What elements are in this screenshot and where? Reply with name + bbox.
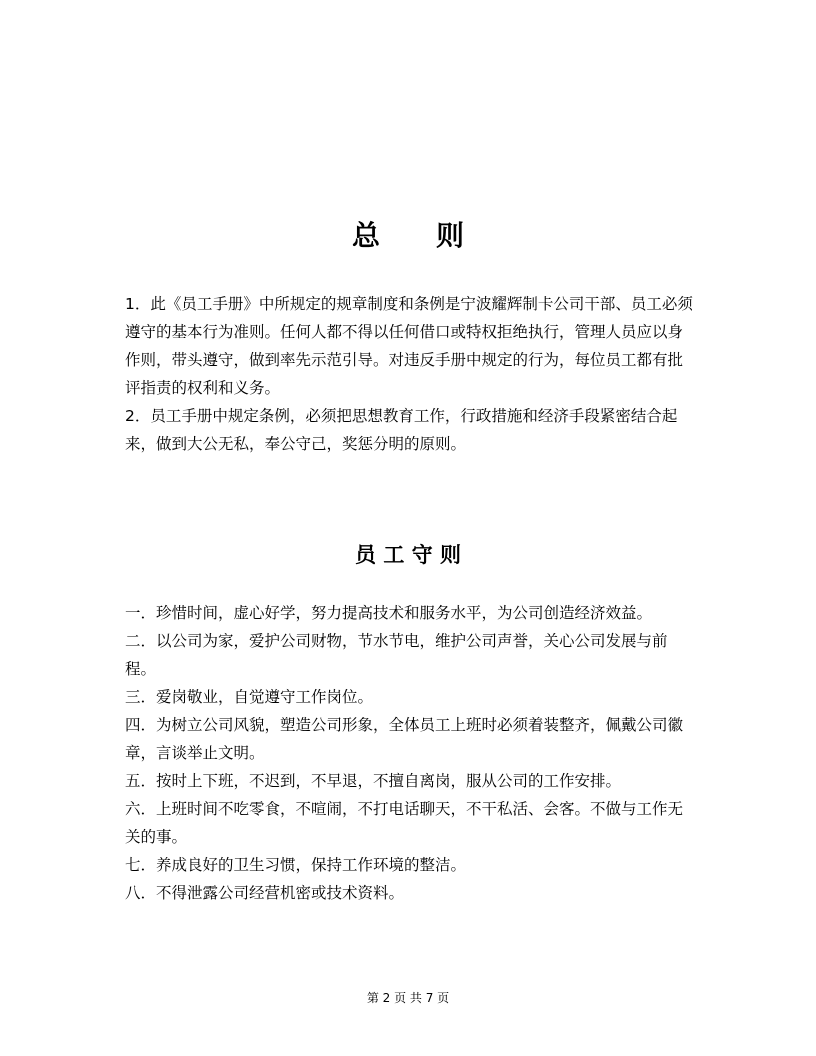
rule-item-1: 一．珍惜时间，虚心好学，努力提高技术和服务水平，为公司创造经济效益。 bbox=[125, 604, 653, 622]
section-title-employee-rules: 员 工 守 则 bbox=[355, 543, 461, 567]
general-paragraph-2: 2．员工手册中规定条例，必须把思想教育工作，行政措施和经济手段紧密结合起来，做到大公无私，奉公守己，奖惩分明的原则。 bbox=[125, 407, 678, 453]
rule-item-6: 六．上班时间不吃零食，不喧闹，不打电话聊天，不干私活、会客。不做与工作无关的事。 bbox=[125, 800, 684, 846]
general-paragraph-1: 1．此《员工手册》中所规定的规章制度和条例是宁波耀辉制卡公司干部、员工必须遵守的基本行为准则。任何人都不得以任何借口或特权拒绝执行，管理人员应以身作则，带头遵守，做到率先示范引导。对违反手册中规定的行为，每位员工都有批评指责的权利和义务。 bbox=[125, 295, 693, 397]
rule-item-7: 七．养成良好的卫生习惯，保持工作环境的整洁。 bbox=[125, 856, 467, 874]
rule-item-2: 二．以公司为家，爱护公司财物，节水节电，维护公司声誉，关心公司发展与前程。 bbox=[125, 632, 668, 678]
page-footer: 第 2 页 共 7 页 bbox=[366, 991, 450, 1005]
rule-item-5: 五．按时上下班，不迟到，不早退，不擅自离岗，服从公司的工作安排。 bbox=[125, 772, 622, 790]
rule-item-3: 三．爱岗敬业，自觉遵守工作岗位。 bbox=[125, 688, 374, 706]
rule-item-4: 四．为树立公司风貌，塑造公司形象，全体员工上班时必须着装整齐，佩戴公司徽章，言谈举止文明。 bbox=[125, 716, 684, 762]
employee-rules-list bbox=[125, 599, 695, 907]
general-principles-body bbox=[125, 290, 695, 458]
page-title: 总 则 bbox=[351, 219, 464, 252]
rule-item-8: 八．不得泄露公司经营机密或技术资料。 bbox=[125, 884, 405, 902]
